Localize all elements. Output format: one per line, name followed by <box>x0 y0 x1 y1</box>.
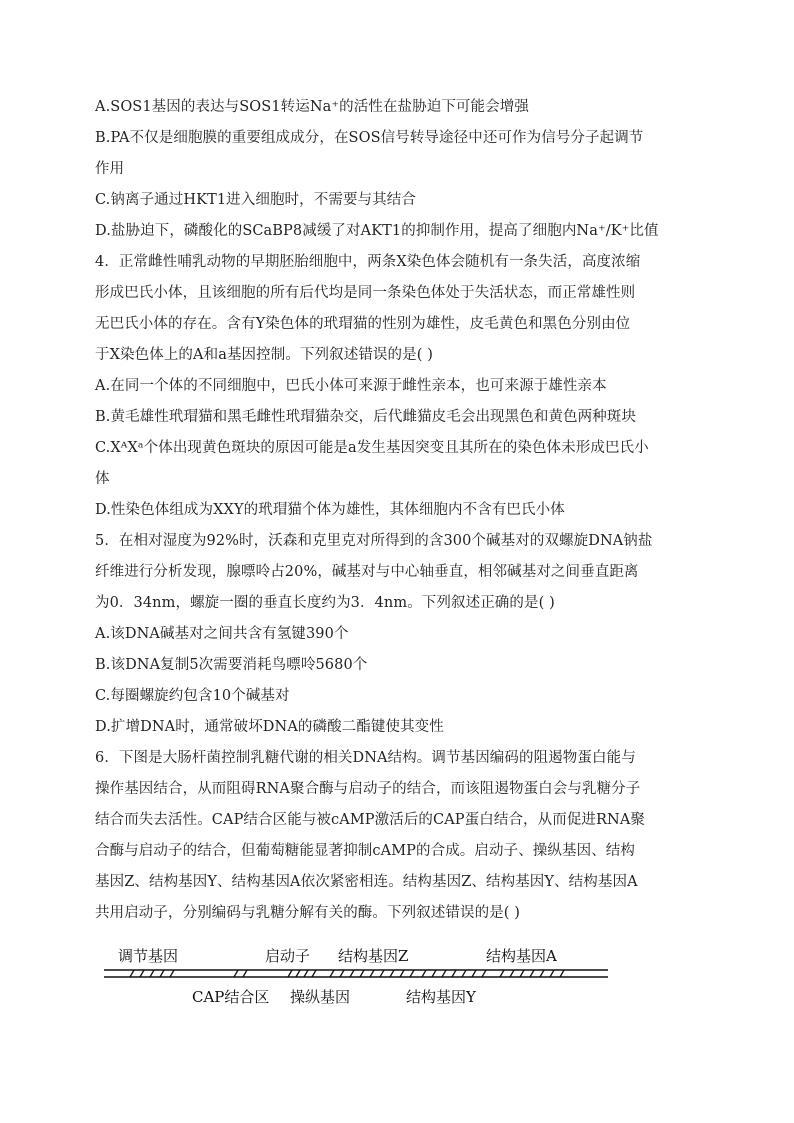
q5-stem-line-2: 纤维进行分析发现，腺嘌呤占20%，碱基对与中心轴垂直，相邻碱基对之间垂直距离 <box>95 564 639 580</box>
label-structural-gene-y: 结构基因Y <box>406 988 476 1006</box>
q4-stem-line-3: 无巴氏小体的存在。含有Y染色体的玳瑁猫的性别为雄性，皮毛黄色和黑色分别由位 <box>95 316 631 332</box>
q4-option-a: A.在同一个体的不同细胞中，巴氏小体可来源于雌性亲本，也可来源于雄性亲本 <box>95 378 607 394</box>
hatch-promoter-operator <box>288 970 316 977</box>
q6-stem-line-3: 结合而失去活性。CAP结合区能与被cAMP激活后的CAP蛋白结合，从而促进RNA聚 <box>95 812 646 828</box>
lac-operon-diagram <box>100 940 612 1012</box>
q4-stem-line-1: 4．正常雌性哺乳动物的早期胚胎细胞中，两条X染色体会随机有一条失活，高度浓缩 <box>95 254 641 270</box>
q3-option-a: A.SOS1基因的表达与SOS1转运Na⁺的活性在盐胁迫下可能会增强 <box>95 99 529 115</box>
q4-option-b: B.黄毛雄性玳瑁猫和黑毛雌性玳瑁猫杂交，后代雌猫皮毛会出现黑色和黄色两种斑块 <box>95 409 637 425</box>
q6-stem-line-2: 操作基因结合，从而阻碍RNA聚合酶与启动子的结合，而该阻遏物蛋白会与乳糖分子 <box>95 781 641 797</box>
question-text <box>95 92 705 929</box>
q4-option-d: D.性染色体组成为XXY的玳瑁猫个体为雄性，其体细胞内不含有巴氏小体 <box>95 502 565 518</box>
label-structural-gene-a: 结构基因A <box>486 947 557 965</box>
q4-stem-line-2: 形成巴氏小体，且该细胞的所有后代均是同一条染色体处于失活状态，而正常雄性则 <box>95 285 636 301</box>
q3-option-b-cont: 作用 <box>95 161 125 177</box>
label-structural-gene-z: 结构基因Z <box>338 947 409 965</box>
lac-operon-svg <box>100 940 612 1012</box>
q3-option-c: C.钠离子通过HKT1进入细胞时，不需要与其结合 <box>95 192 416 208</box>
q5-option-c: C.每圈螺旋约包含10个碱基对 <box>95 688 290 704</box>
q3-option-b: B.PA不仅是细胞膜的重要组成成分，在SOS信号转导途径中还可作为信号分子起调节 <box>95 130 644 146</box>
q6-stem-line-4: 合酶与启动子的结合，但葡萄糖能显著抑制cAMP的合成。启动子、操纵基因、结构 <box>95 843 635 859</box>
q6-stem-line-1: 6．下图是大肠杆菌控制乳糖代谢的相关DNA结构。调节基因编码的阻遏物蛋白能与 <box>95 750 636 766</box>
hatch-cap-site <box>234 970 247 977</box>
q4-stem-line-4: 于X染色体上的A和a基因控制。下列叙述错误的是( ) <box>95 347 433 363</box>
q4-option-c-cont: 体 <box>95 471 110 487</box>
q5-option-a: A.该DNA碱基对之间共含有氢键390个 <box>95 626 349 642</box>
q5-stem-line-3: 为0．34nm，螺旋一圈的垂直长度约为3．4nm。下列叙述正确的是( ) <box>95 595 555 611</box>
label-operator-gene: 操纵基因 <box>290 988 351 1006</box>
label-promoter: 启动子 <box>265 947 311 965</box>
label-regulator-gene: 调节基因 <box>118 947 179 965</box>
q5-option-d: D.扩增DNA时，通常破坏DNA的磷酸二酯键使其变性 <box>95 719 444 735</box>
q6-stem-line-5: 基因Z、结构基因Y、结构基因A依次紧密相连。结构基因Z、结构基因Y、结构基因A <box>95 874 638 890</box>
hatch-regulator-gene <box>130 970 174 977</box>
hatch-structural-genes <box>330 970 564 977</box>
q5-option-b: B.该DNA复制5次需要消耗鸟嘌呤5680个 <box>95 657 368 673</box>
label-cap-binding-site: CAP结合区 <box>192 988 270 1006</box>
q3-option-d: D.盐胁迫下，磷酸化的SCaBP8减缓了对AKT1的抑制作用，提高了细胞内Na⁺/K⁺比值 <box>95 223 659 239</box>
q5-stem-line-1: 5．在相对湿度为92%时，沃森和克里克对所得到的含300个碱基对的双螺旋DNA钠盐 <box>95 533 653 549</box>
q6-stem-line-6: 共用启动子，分别编码与乳糖分解有关的酶。下列叙述错误的是( ) <box>95 905 521 921</box>
q4-option-c: C.XᴬXᵃ个体出现黄色斑块的原因可能是a发生基因突变且其所在的染色体未形成巴氏小 <box>95 440 649 456</box>
